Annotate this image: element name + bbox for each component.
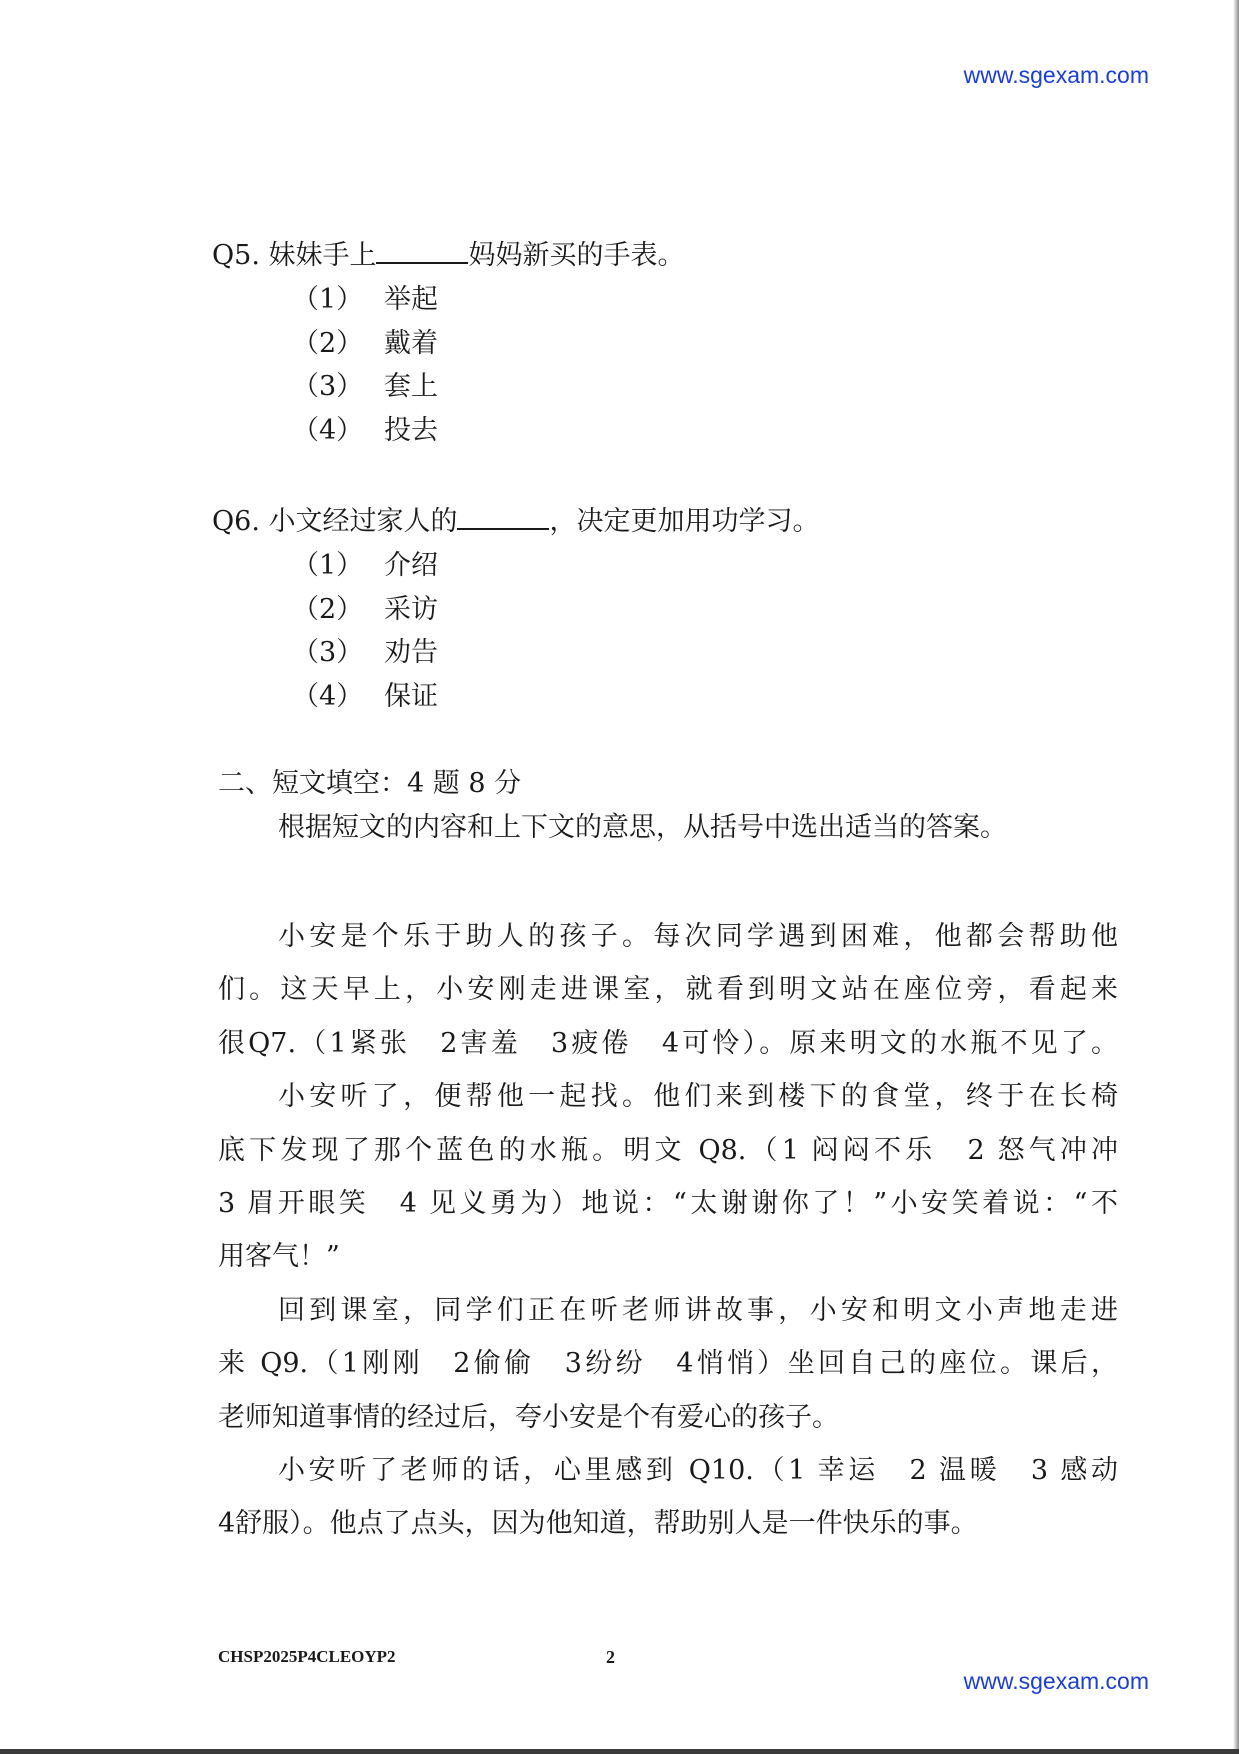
option-item: [292, 544, 819, 588]
scan-edge-right: [1233, 0, 1239, 1754]
passage-line: 小安是个乐于助人的孩子。每次同学遇到困难，他都会帮助他: [278, 921, 1118, 952]
passage-line: 很Q7.（1紧张 2害羞 3疲倦 4可怜）。原来明文的水瓶不见了。: [218, 1027, 1118, 1059]
option-text: 戴着: [384, 327, 438, 359]
option-text: 投去: [384, 414, 438, 446]
passage: [218, 910, 1118, 1551]
option-text: 采访: [384, 593, 438, 625]
passage-line: 回到课室，同学们正在听老师讲故事，小安和明文小声地走进: [278, 1294, 1118, 1326]
paper-code: CHSP2025P4CLEOYP2: [218, 1647, 396, 1666]
section-title: 二、短文填空：4 题 8 分: [218, 768, 522, 799]
passage-line: 们。这天早上，小安刚走进课室，就看到明文站在座位旁，看起来: [218, 974, 1118, 1006]
section-header: [218, 762, 1007, 850]
passage-line: 4舒服）。他点了点头，因为他知道，帮助别人是一件快乐的事。: [218, 1508, 978, 1540]
question-q5: [212, 234, 684, 452]
option-text: 劝告: [384, 637, 438, 668]
question-stem: [212, 234, 684, 274]
option-list: [212, 278, 684, 452]
option-text: 套上: [384, 371, 438, 402]
option-text: 介绍: [384, 550, 438, 581]
question-prefix: Q6. 小文经过家人的: [212, 506, 458, 537]
question-suffix: 妈妈新买的手表。: [468, 240, 685, 271]
option-number: （4）: [292, 680, 364, 712]
option-item: [292, 409, 684, 453]
passage-line: 3 眉开眼笑 4 见义勇为）地说：“太谢谢你了！”小安笑着说：“不: [218, 1187, 1118, 1219]
watermark-link-bottom[interactable]: www.sgexam.com: [963, 1668, 1149, 1694]
option-number: （3）: [292, 637, 364, 668]
passage-line: 来 Q9.（1刚刚 2偷偷 3纷纷 4悄悄）坐回自己的座位。课后，: [218, 1348, 1118, 1380]
option-number: （3）: [292, 371, 364, 402]
question-prefix: Q5. 妹妹手上: [212, 240, 377, 271]
option-text: 举起: [384, 284, 438, 315]
passage-line: 小安听了老师的话，心里感到 Q10.（1 幸运 2 温暖 3 感动: [278, 1454, 1118, 1486]
option-item: [292, 278, 684, 322]
option-item: [292, 675, 819, 719]
watermark-link-top[interactable]: www.sgexam.com: [963, 62, 1149, 88]
option-item: [292, 631, 819, 675]
passage-line: 用客气！”: [218, 1241, 340, 1273]
answer-blank: [457, 500, 549, 530]
question-stem: [212, 500, 819, 540]
scan-edge-bottom: [0, 1749, 1239, 1754]
passage-line: 底下发现了那个蓝色的水瓶。明文 Q8.（1 闷闷不乐 2 怒气冲冲: [218, 1134, 1118, 1166]
section-instruction: 根据短文的内容和上下文的意思，从括号中选出适当的答案。: [278, 812, 1007, 843]
option-number: （1）: [292, 550, 364, 581]
option-number: （4）: [292, 414, 364, 446]
question-suffix: ，决定更加用功学习。: [549, 506, 820, 537]
passage-line: 小安听了，便帮他一起找。他们来到楼下的食堂，终于在长椅: [278, 1081, 1118, 1113]
passage-line: 老师知道事情的经过后，夸小安是个有爱心的孩子。: [218, 1401, 839, 1433]
option-number: （1）: [292, 284, 364, 315]
option-item: [292, 365, 684, 409]
option-list: [212, 544, 819, 718]
question-q6: [212, 500, 819, 718]
page-number: 2: [606, 1647, 615, 1667]
option-number: （2）: [292, 593, 364, 625]
option-item: [292, 588, 819, 632]
option-text: 保证: [384, 680, 438, 712]
option-number: （2）: [292, 327, 364, 359]
option-item: [292, 322, 684, 366]
answer-blank: [376, 234, 468, 264]
